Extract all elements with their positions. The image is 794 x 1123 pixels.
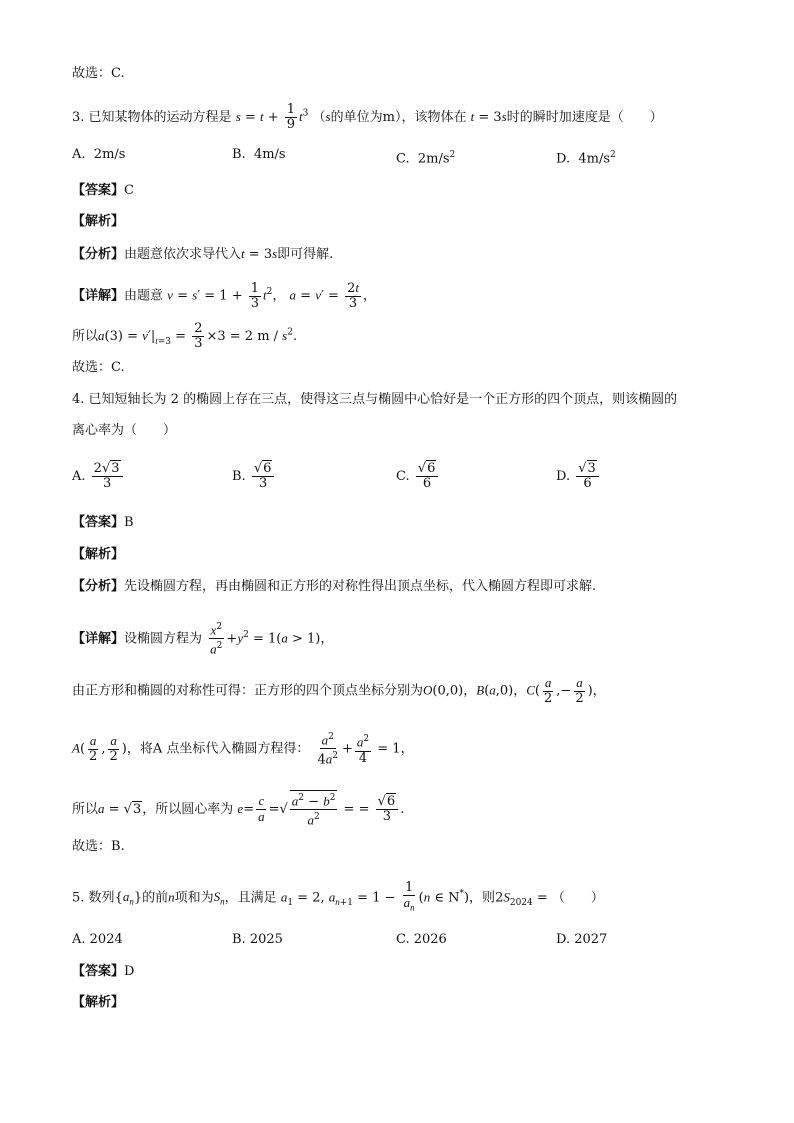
q4-option-d: D. $\frac{√3}{6}$ — [556, 462, 601, 491]
question-4-stem: 4. 已知短轴长为 2 的椭圆上存在三点，使得这三点与椭圆中心恰好是一个正方形的四个顶点，则该椭圆的 — [72, 392, 678, 407]
q4-option-b: B. $\frac{√6}{3}$ — [232, 462, 276, 491]
conclusion-line: 故选：C. — [72, 66, 125, 81]
q4-choose: 故选：B. — [72, 839, 125, 854]
q3-option-a: A. 2m/s — [72, 147, 126, 162]
q4-answer: 【答案】B — [72, 515, 134, 530]
q5-answer: 【答案】D — [72, 964, 135, 979]
question-4-stem-2: 离心率为（ ） — [72, 423, 177, 438]
q4-jiexi: 【解析】 — [72, 547, 125, 562]
question-5-stem: 5. 数列$\{a_n\}$的前n项和为$S_n$，且满足 $a_1 = 2$, $a_{n+1} = 1$ − $\frac{1}{a_n}$ (n ∈ N*)，则$2S_{2024}$ = （ ） — [72, 880, 604, 913]
q3-option-c: C. $2m/s^2$ — [396, 150, 456, 167]
q3-option-d: D. $4m/s^2$ — [556, 150, 616, 167]
q4-substitute: A( $\frac{a}{2}$ , $\frac{a}{2}$ )，将A 点坐标代入椭圆方程得： $\frac{a^2}{4a^2}$ + $\frac{a^2}{4}$ = 1， — [72, 732, 414, 768]
q3-xiangjie: 【详解】由题意 v = s′ = 1 + $\frac{1}{3}$ $t^2$， a = v′ = $\frac{2t}{3}$ ， — [72, 280, 376, 311]
q3-answer: 【答案】C — [72, 183, 134, 198]
q4-xiangjie: 【详解】设椭圆方程为 $\frac{x^2}{a^2}$ $+y^2 = 1(a > 1)$， — [72, 622, 334, 657]
q5-jiexi: 【解析】 — [72, 995, 125, 1010]
question-3-stem: 3. 已知某物体的运动方程是 s = t + $\frac{1}{9}$ $t^3$ （s的单位为m），该物体在 t = 3s时的瞬时加速度是（ ） — [72, 102, 663, 132]
q4-option-c: C. $\frac{√6}{6}$ — [396, 462, 440, 491]
q5-option-d: D. 2027 — [556, 932, 608, 947]
q4-vertices: 由正方形和椭圆的对称性可得：正方形的四个顶点坐标分别为O(0,0)，B(a,0)，C( $\frac{a}{2}$ ,− $\frac{a}{2}$ )， — [72, 675, 606, 706]
q5-option-c: C. 2026 — [396, 932, 447, 947]
q3-fenxi: 【分析】由题意依次求导代入t = 3s即可得解. — [72, 246, 334, 262]
q3-conclusion: 所以$a(3) = v'|_{t=3}$ = $\frac{2}{3}$ ×3 = 2 m / $s^2$. — [72, 321, 298, 351]
q4-fenxi: 【分析】先设椭圆方程，再由椭圆和正方形的对称性得出顶点坐标，代入椭圆方程即可求解. — [72, 579, 597, 594]
q3-jiexi: 【解析】 — [72, 214, 125, 229]
q4-option-a: A. $\frac{2√3}{3}$ — [72, 462, 125, 491]
q5-option-a: A. 2024 — [72, 932, 123, 947]
q3-choose: 故选：C. — [72, 360, 125, 375]
q3-option-b: B. 4m/s — [232, 147, 286, 162]
q5-option-b: B. 2025 — [232, 932, 283, 947]
q4-result: 所以a = √3，所以圆心率为 e= $\frac{c}{a}$ =√ $\frac{a^2 - b^2}{a^2}$ = = $\frac{√6}{3}$ . — [72, 790, 404, 829]
